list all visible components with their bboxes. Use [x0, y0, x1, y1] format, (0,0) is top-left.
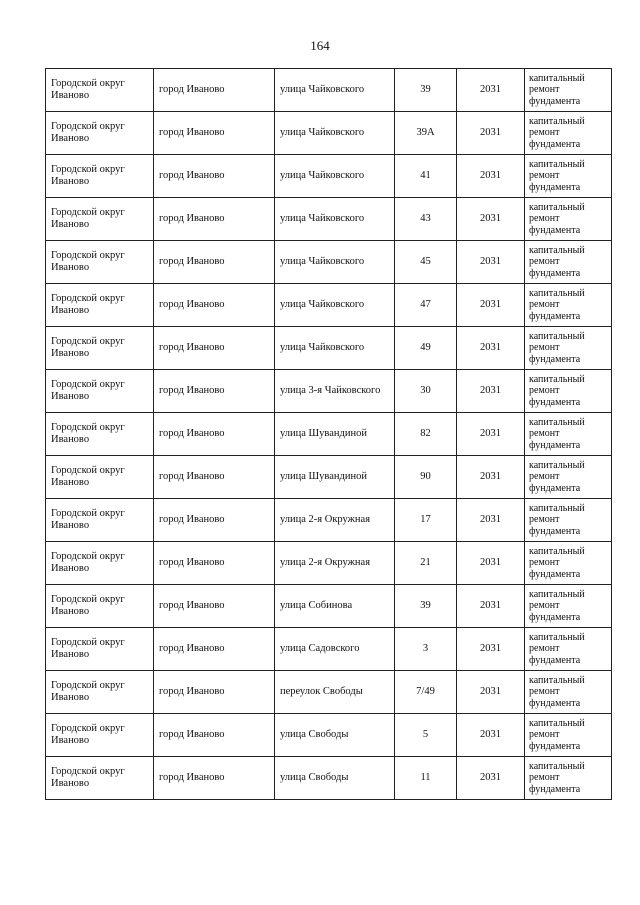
table-row [46, 155, 612, 198]
cell-house-number: 17 [395, 499, 457, 542]
cell-work-type: капитальный ремонт фундамента [525, 542, 612, 585]
cell-year: 2031 [457, 284, 525, 327]
cell-house-number: 47 [395, 284, 457, 327]
cell-year: 2031 [457, 499, 525, 542]
table-row [46, 671, 612, 714]
table-row [46, 499, 612, 542]
cell-city: город Иваново [154, 284, 275, 327]
cell-house-number: 21 [395, 542, 457, 585]
cell-district: Городской округ Иваново [46, 241, 154, 284]
cell-district: Городской округ Иваново [46, 456, 154, 499]
cell-year: 2031 [457, 585, 525, 628]
page-number: 164 [310, 38, 330, 53]
table-row [46, 198, 612, 241]
cell-house-number: 7/49 [395, 671, 457, 714]
cell-work-type: капитальный ремонт фундамента [525, 413, 612, 456]
cell-year: 2031 [457, 757, 525, 800]
cell-city: город Иваново [154, 370, 275, 413]
table-body [46, 69, 612, 800]
cell-house-number: 5 [395, 714, 457, 757]
cell-district: Городской округ Иваново [46, 284, 154, 327]
cell-district: Городской округ Иваново [46, 671, 154, 714]
cell-work-type: капитальный ремонт фундамента [525, 671, 612, 714]
cell-year: 2031 [457, 241, 525, 284]
cell-year: 2031 [457, 327, 525, 370]
cell-house-number: 39 [395, 585, 457, 628]
cell-house-number: 11 [395, 757, 457, 800]
table-row [46, 757, 612, 800]
cell-house-number: 49 [395, 327, 457, 370]
cell-year: 2031 [457, 628, 525, 671]
cell-city: город Иваново [154, 112, 275, 155]
cell-work-type: капитальный ремонт фундамента [525, 585, 612, 628]
cell-street: улица Чайковского [275, 241, 395, 284]
table-row [46, 112, 612, 155]
cell-street: улица Свободы [275, 714, 395, 757]
cell-city: город Иваново [154, 542, 275, 585]
cell-district: Городской округ Иваново [46, 628, 154, 671]
cell-work-type: капитальный ремонт фундамента [525, 456, 612, 499]
cell-city: город Иваново [154, 499, 275, 542]
cell-house-number: 30 [395, 370, 457, 413]
cell-district: Городской округ Иваново [46, 714, 154, 757]
cell-city: город Иваново [154, 456, 275, 499]
table-row [46, 714, 612, 757]
cell-street: улица Чайковского [275, 155, 395, 198]
cell-year: 2031 [457, 413, 525, 456]
cell-street: улица Чайковского [275, 327, 395, 370]
cell-house-number: 41 [395, 155, 457, 198]
table-row [46, 628, 612, 671]
cell-district: Городской округ Иваново [46, 327, 154, 370]
cell-work-type: капитальный ремонт фундамента [525, 198, 612, 241]
cell-district: Городской округ Иваново [46, 112, 154, 155]
cell-street: улица 3-я Чайковского [275, 370, 395, 413]
cell-city: город Иваново [154, 155, 275, 198]
cell-house-number: 90 [395, 456, 457, 499]
cell-work-type: капитальный ремонт фундамента [525, 757, 612, 800]
cell-city: город Иваново [154, 714, 275, 757]
cell-district: Городской округ Иваново [46, 542, 154, 585]
cell-district: Городской округ Иваново [46, 198, 154, 241]
cell-street: улица Собинова [275, 585, 395, 628]
cell-work-type: капитальный ремонт фундамента [525, 241, 612, 284]
cell-house-number: 82 [395, 413, 457, 456]
cell-city: город Иваново [154, 585, 275, 628]
cell-year: 2031 [457, 112, 525, 155]
cell-city: город Иваново [154, 69, 275, 112]
cell-city: город Иваново [154, 241, 275, 284]
cell-work-type: капитальный ремонт фундамента [525, 370, 612, 413]
cell-house-number: 3 [395, 628, 457, 671]
cell-house-number: 39 [395, 69, 457, 112]
cell-street: улица 2-я Окружная [275, 542, 395, 585]
table-row [46, 413, 612, 456]
cell-house-number: 45 [395, 241, 457, 284]
cell-house-number: 39А [395, 112, 457, 155]
cell-street: улица Свободы [275, 757, 395, 800]
cell-work-type: капитальный ремонт фундамента [525, 112, 612, 155]
cell-district: Городской округ Иваново [46, 155, 154, 198]
cell-district: Городской округ Иваново [46, 757, 154, 800]
cell-street: переулок Свободы [275, 671, 395, 714]
cell-work-type: капитальный ремонт фундамента [525, 155, 612, 198]
cell-year: 2031 [457, 456, 525, 499]
cell-street: улица Шувандиной [275, 456, 395, 499]
table-row [46, 241, 612, 284]
cell-work-type: капитальный ремонт фундамента [525, 714, 612, 757]
cell-district: Городской округ Иваново [46, 585, 154, 628]
cell-work-type: капитальный ремонт фундамента [525, 628, 612, 671]
cell-city: город Иваново [154, 757, 275, 800]
cell-street: улица Чайковского [275, 284, 395, 327]
cell-work-type: капитальный ремонт фундамента [525, 284, 612, 327]
cell-year: 2031 [457, 198, 525, 241]
table-row [46, 327, 612, 370]
cell-district: Городской округ Иваново [46, 69, 154, 112]
cell-city: город Иваново [154, 198, 275, 241]
cell-work-type: капитальный ремонт фундамента [525, 499, 612, 542]
cell-city: город Иваново [154, 327, 275, 370]
table-row [46, 542, 612, 585]
cell-city: город Иваново [154, 628, 275, 671]
cell-work-type: капитальный ремонт фундамента [525, 69, 612, 112]
table-row [46, 456, 612, 499]
cell-district: Городской округ Иваново [46, 370, 154, 413]
cell-city: город Иваново [154, 413, 275, 456]
cell-street: улица Шувандиной [275, 413, 395, 456]
cell-year: 2031 [457, 370, 525, 413]
cell-street: улица 2-я Окружная [275, 499, 395, 542]
cell-year: 2031 [457, 69, 525, 112]
cell-city: город Иваново [154, 671, 275, 714]
table-row [46, 370, 612, 413]
repair-schedule-table [45, 68, 612, 800]
cell-house-number: 43 [395, 198, 457, 241]
table-row [46, 69, 612, 112]
cell-work-type: капитальный ремонт фундамента [525, 327, 612, 370]
cell-year: 2031 [457, 671, 525, 714]
cell-street: улица Садовского [275, 628, 395, 671]
table-row [46, 585, 612, 628]
cell-street: улица Чайковского [275, 112, 395, 155]
table-row [46, 284, 612, 327]
cell-year: 2031 [457, 155, 525, 198]
cell-street: улица Чайковского [275, 69, 395, 112]
cell-street: улица Чайковского [275, 198, 395, 241]
cell-district: Городской округ Иваново [46, 499, 154, 542]
cell-year: 2031 [457, 542, 525, 585]
cell-district: Городской округ Иваново [46, 413, 154, 456]
cell-year: 2031 [457, 714, 525, 757]
